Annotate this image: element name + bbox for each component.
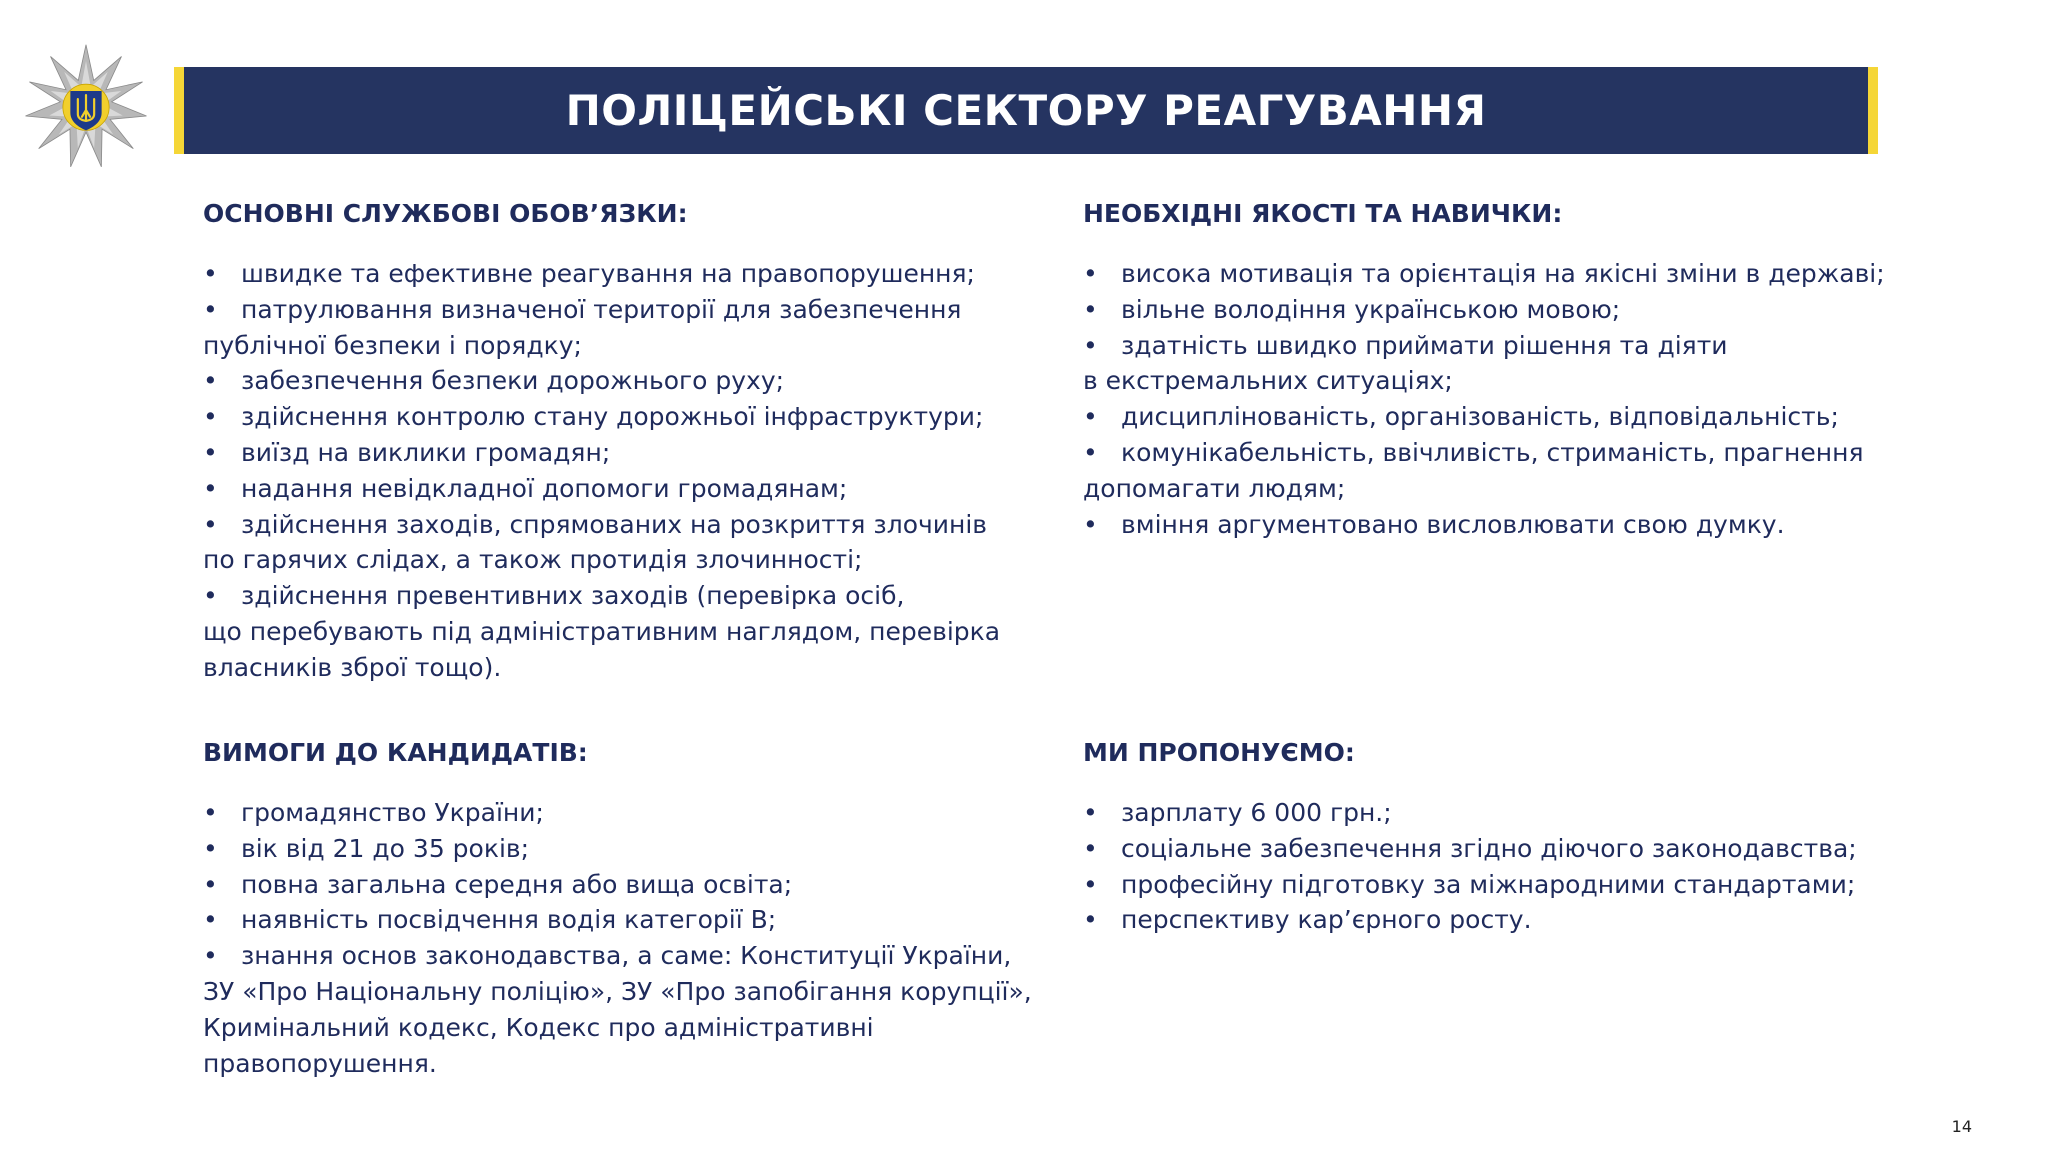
list-item: • вільне володіння українською мовою; xyxy=(1083,292,1923,328)
bullet-icon: • xyxy=(203,259,218,288)
list-item-continuation: публічної безпеки і порядку; xyxy=(203,330,582,360)
list-item-continuation: по гарячих слідах, а також протидія злочинності; xyxy=(203,545,863,575)
skills-section xyxy=(1083,196,1923,542)
police-star-emblem-icon xyxy=(18,42,154,178)
list-item-continuation: допомагати людям; xyxy=(1083,473,1346,503)
bullet-icon: • xyxy=(1083,259,1098,288)
skills-list xyxy=(1083,256,1923,542)
bullet-icon: • xyxy=(203,941,218,971)
bullet-icon: • xyxy=(1083,869,1098,899)
bullet-icon: • xyxy=(203,437,218,467)
duties-title: ОСНОВНІ СЛУЖБОВІ ОБОВ’ЯЗКИ: xyxy=(203,199,688,228)
offer-list xyxy=(1083,795,1923,938)
list-item: • здійснення превентивних заходів (перевірка осіб, xyxy=(203,578,1043,614)
list-item-continuation: Кримінальний кодекс, Кодекс про адміністративні xyxy=(203,1012,874,1042)
page-number: 14 xyxy=(1951,1117,1972,1136)
offer-title: МИ ПРОПОНУЄМО: xyxy=(1083,738,1355,767)
bullet-icon: • xyxy=(203,509,218,539)
list-item: • здійснення контролю стану дорожньої інфраструктури; xyxy=(203,399,1043,435)
list-item: • вік від 21 до 35 років; xyxy=(203,831,1043,867)
page-title: ПОЛІЦЕЙСЬКІ СЕКТОРУ РЕАГУВАННЯ xyxy=(565,86,1487,135)
list-item-continuation: ЗУ «Про Національну поліцію», ЗУ «Про запобігання корупції», xyxy=(203,976,1032,1006)
list-item: • здійснення заходів, спрямованих на розкриття злочинів xyxy=(203,507,1043,543)
bullet-icon: • xyxy=(203,581,218,611)
list-item: • професійну підготовку за міжнародними стандартами; xyxy=(1083,867,1923,903)
bullet-icon: • xyxy=(1083,330,1098,360)
list-item-continuation: правопорушення. xyxy=(203,1048,437,1078)
list-item: • наявність посвідчення водія категорії В; xyxy=(203,902,1043,938)
bullet-icon: • xyxy=(1083,905,1098,935)
bullet-icon: • xyxy=(203,798,218,827)
list-item: • громадянство України; xyxy=(203,795,1043,831)
list-item: • надання невідкладної допомоги громадянам; xyxy=(203,471,1043,507)
bullet-icon: • xyxy=(1083,833,1098,863)
offer-section xyxy=(1083,735,1923,938)
requirements-title: ВИМОГИ ДО КАНДИДАТІВ: xyxy=(203,738,588,767)
list-item: • перспективу кар’єрного росту. xyxy=(1083,902,1923,938)
bullet-icon: • xyxy=(1083,798,1098,827)
list-item: • вміння аргументовано висловлювати свою думку. xyxy=(1083,507,1923,543)
bullet-icon: • xyxy=(203,402,218,432)
list-item: • патрулювання визначеної території для забезпечення xyxy=(203,292,1043,328)
list-item: • комунікабельність, ввічливість, стриманість, прагнення xyxy=(1083,435,1923,471)
bullet-icon: • xyxy=(1083,437,1098,467)
list-item-continuation: власників зброї тощо). xyxy=(203,652,502,682)
list-item-continuation: в екстремальних ситуаціях; xyxy=(1083,366,1453,396)
list-item: • соціальне забезпечення згідно діючого законодавства; xyxy=(1083,831,1923,867)
list-item: • забезпечення безпеки дорожнього руху; xyxy=(203,363,1043,399)
bullet-icon: • xyxy=(1083,294,1098,324)
bullet-icon: • xyxy=(203,869,218,899)
bullet-icon: • xyxy=(1083,402,1098,432)
list-item: • висока мотивація та орієнтація на якісні зміни в державі; xyxy=(1083,256,1923,292)
list-item: • повна загальна середня або вища освіта; xyxy=(203,867,1043,903)
requirements-list xyxy=(203,795,1043,1081)
bullet-icon: • xyxy=(203,294,218,324)
list-item: • здатність швидко приймати рішення та діяти xyxy=(1083,328,1923,364)
bullet-icon: • xyxy=(1083,509,1098,539)
duties-section xyxy=(203,196,1043,686)
bullet-icon: • xyxy=(203,473,218,503)
duties-list xyxy=(203,256,1043,686)
bullet-icon: • xyxy=(203,833,218,863)
list-item: • зарплату 6 000 грн.; xyxy=(1083,795,1923,831)
list-item: • дисциплінованість, організованість, відповідальність; xyxy=(1083,399,1923,435)
list-item: • знання основ законодавства, а саме: Конституції України, xyxy=(203,938,1043,974)
requirements-section xyxy=(203,735,1043,1081)
list-item-continuation: що перебувають під адміністративним наглядом, перевірка xyxy=(203,616,1001,646)
title-bar xyxy=(174,67,1878,154)
list-item: • виїзд на виклики громадян; xyxy=(203,435,1043,471)
bullet-icon: • xyxy=(203,905,218,935)
bullet-icon: • xyxy=(203,366,218,396)
skills-title: НЕОБХІДНІ ЯКОСТІ ТА НАВИЧКИ: xyxy=(1083,199,1563,228)
list-item: • швидке та ефективне реагування на правопорушення; xyxy=(203,256,1043,292)
